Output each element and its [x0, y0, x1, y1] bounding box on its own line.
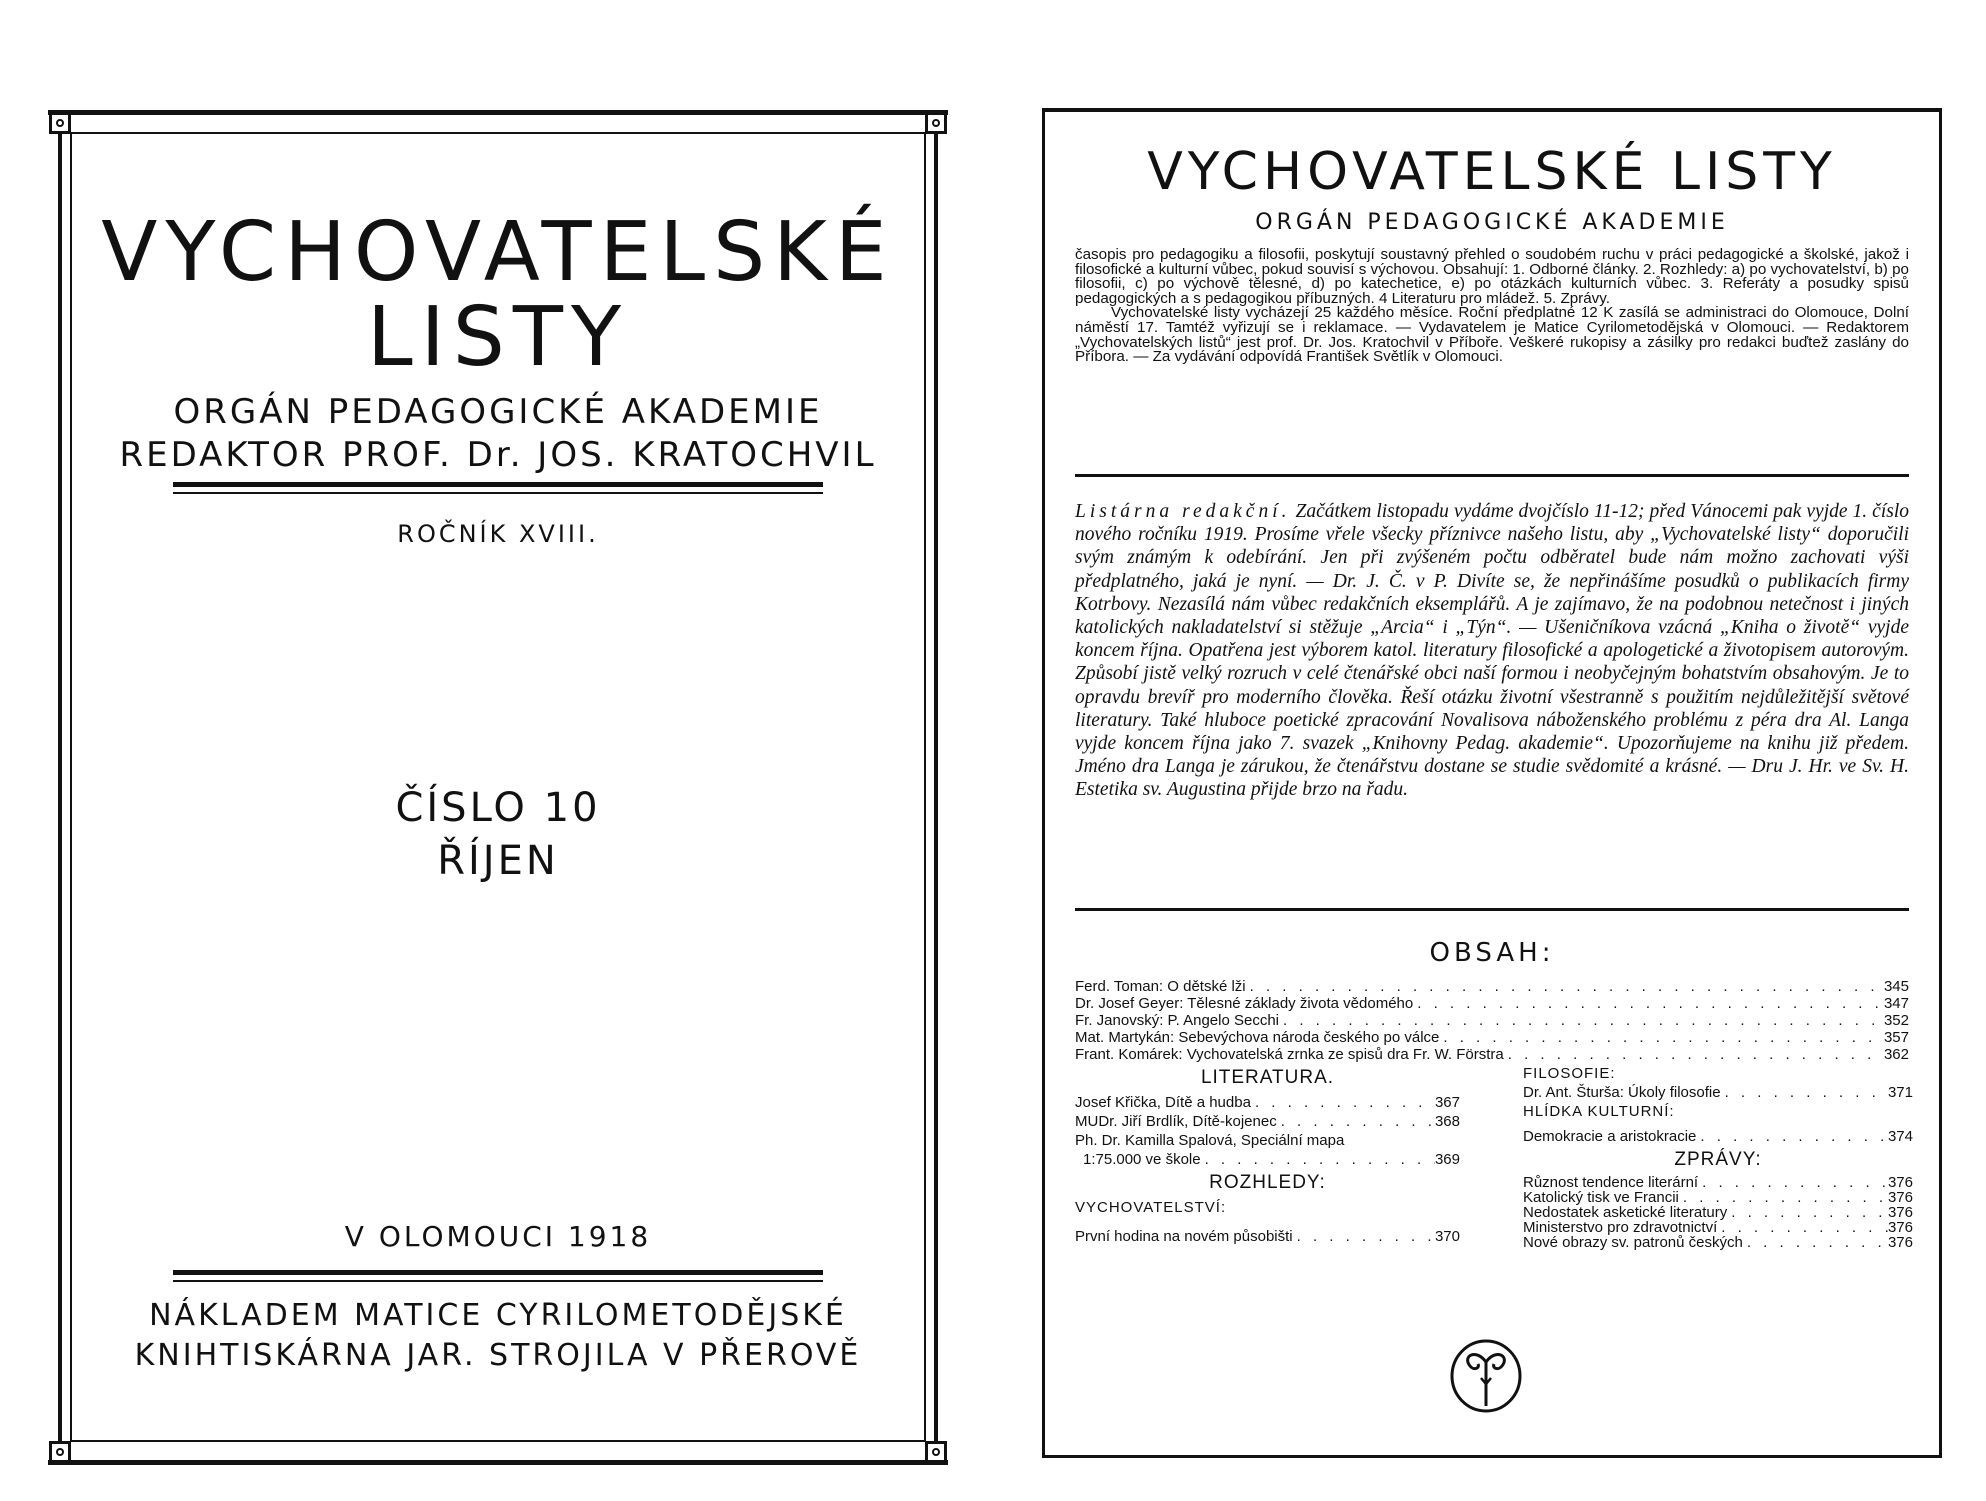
cover-rule-bottom-thin	[173, 1280, 823, 1282]
cover-editor: REDAKTOR PROF. Dr. JOS. KRATOCHVIL	[119, 435, 877, 475]
editorial-notes	[1075, 500, 1909, 802]
frame-bottom-line-thin	[70, 1440, 926, 1442]
literature-heading: LITERATURA.	[1200, 1067, 1335, 1088]
ornament-corner-icon	[49, 1441, 71, 1463]
ornament-corner-icon	[925, 1441, 947, 1463]
inner-page	[1042, 108, 1942, 1458]
contents-row: Fr. Janovský: P. Angelo Secchi . . . 352	[1075, 1012, 1909, 1029]
cover-month: ŘÍJEN	[437, 838, 559, 884]
contents-row: Demokracie a aristokracie . . . 374	[1523, 1127, 1913, 1146]
rozhledy-heading: ROZHLEDY:	[1209, 1172, 1326, 1193]
contents-row: Katolický tisk ve Francii . . . 376	[1523, 1190, 1913, 1205]
divider	[1075, 908, 1909, 911]
cover-page	[48, 110, 948, 1465]
publisher-emblem-icon	[1448, 1338, 1524, 1414]
cover-organ: ORGÁN PEDAGOGICKÉ AKADEMIE	[173, 392, 823, 432]
contents-row: Frant. Komárek: Vychovatelská zrnka ze spisů dra Fr. W. Förstra . . . 362	[1075, 1046, 1909, 1063]
contents-row: Nové obrazy sv. patronů českých . . . 376	[1523, 1235, 1913, 1250]
contents-row: 1:75.000 ve škole . . . 369	[1075, 1150, 1460, 1169]
contents-row: První hodina na novém působišti . . . 370	[1075, 1227, 1460, 1246]
inner-organ: ORGÁN PEDAGOGICKÉ AKADEMIE	[1255, 210, 1729, 235]
notes-body: Začátkem listopadu vydáme dvojčíslo 11-12; před Vánocemi pak vyjde 1. číslo nového ročníku 1919. Prosíme vřele všecky příznivce našeho listu, aby „Vychovatelské listy“ doporučili svým známým k odebírání. Jen při zvýšeném počtu odběratel bude nám možno zachovati výši předplatného, jaká je nyní. — Dr. J. Č. v P. Divíte se, že nepřinášíme posudků o publikacích firmy Kotrbovy. Nezasílá nám vůbec redakčních eksemplářů. A je zajímavo, že na podobnou netečnost i jiných katolických nakladatelství si stěžuje „Arcia“ i „Týn“. — Ušeničníkova vzácná „Kniha o životě“ vyjde koncem října. Opatřena jest výborem katol. literatury filosofické a apologetické a životopisem autorovým. Způsobí jistě velký rozruch v celé čtenářské obci naší formou i neobyčejným bohatstvím obsahovým. Je to opravdu brevíř pro moderního člověka. Řeší otázku životní všestranně s použitím nejdůležitější světové literatury. Také hluboce poetické zpracování Novalisova náboženského problému z péra dra Al. Langa vyjde koncem října jako 7. svazek „Knihovny Pedag. akademie“. Upozorňujeme na knihu již předem. Jméno dra Langa je zárukou, že čtenářstvu dostane se studie svědomité a krásné. — Dru J. Hr. ve Sv. H. Estetika sv. Augustina přijde brzo na řadu.	[1075, 501, 1909, 801]
cover-issue-number: ČÍSLO 10	[395, 785, 601, 831]
contents-articles	[1075, 978, 1909, 1063]
contents-row: MUDr. Jiří Brdlík, Dítě-kojenec . . . 368	[1075, 1112, 1460, 1131]
intro-paragraph: Vychovatelské listy vycházejí 25 každého měsíce. Roční předplatné 12 K zasílá se administraci do Olomouce, Dolní náměstí 17. Tamtéž vyřizují se i reklamace. — Vydavatelem je Matice Cyrilometodějská v Olomouci. — Redaktorem „Vychovatelských listů“ jest prof. Dr. Jos. Kratochvil v Příboře. Veškeré rukopisy a zásilky pro redakci buďtež zaslány do Příbora. — Za vydávání odpovídá František Světlík v Olomouci.	[1075, 304, 1909, 366]
frame-top-line-thin	[70, 132, 926, 134]
filosofie-heading: FILOSOFIE:	[1523, 1065, 1616, 1082]
frame-bottom-line	[48, 1460, 948, 1465]
notes-lead: Listárna redakční.	[1075, 501, 1291, 522]
contents-row: Ministerstvo pro zdravotnictví . . . 376	[1523, 1220, 1913, 1235]
contents-row: Ferd. Toman: O dětské lži . . . 345	[1075, 978, 1909, 995]
vychovatelstvi-heading: VYCHOVATELSTVÍ:	[1075, 1199, 1227, 1216]
contents-left-column	[1075, 1064, 1460, 1246]
cover-place-year: V OLOMOUCI 1918	[344, 1220, 652, 1253]
cover-volume: ROČNÍK XVIII.	[397, 520, 599, 548]
cover-title-line1: VYCHOVATELSKÉ	[101, 205, 895, 300]
cover-printer: KNIHTISKÁRNA JAR. STROJILA V PŘEROVĚ	[134, 1338, 862, 1373]
contents-row: Nedostatek asketické literatury . . . 376	[1523, 1205, 1913, 1220]
cover-publisher: NÁKLADEM MATICE CYRILOMETODĚJSKÉ	[149, 1298, 847, 1333]
cover-rule-thin	[173, 492, 823, 494]
cover-title-line2: LISTY	[366, 290, 630, 385]
inner-title: VYCHOVATELSKÉ LISTY	[1147, 142, 1837, 202]
cover-rule-bottom-thick	[173, 1270, 823, 1275]
hlidka-heading: HLÍDKA KULTURNÍ:	[1523, 1103, 1675, 1120]
contents-row: Mat. Martykán: Sebevýchova národa českého po válce . . . 357	[1075, 1029, 1909, 1046]
intro-paragraph: časopis pro pedagogiku a filosofii, poskytují soustavný přehled o soudobém ruchu v práci pedagogické a školské, jakož i filosofické a kulturní vůbec, pokud souvisí s výchovou. Obsahují: 1. Odborné články. 2. Rozhledy: a) po vychovatelství, b) po filosofii, c) po výchově tělesné, d) po katechetice, e) po otázkách kulturních vůbec. 3. Referáty a posudky spisů pedagogických a s pedagogikou příbuzných. 4 Literaturu pro mládež. 5. Zprávy.	[1075, 246, 1909, 307]
contents-row: Josef Křička, Dítě a hudba . . . 367	[1075, 1093, 1460, 1112]
contents-row: Dr. Josef Geyer: Tělesné základy života vědomého . . . 347	[1075, 995, 1909, 1012]
contents-heading: OBSAH:	[1429, 938, 1555, 968]
zpravy-heading: ZPRÁVY:	[1674, 1149, 1762, 1170]
intro-text	[1075, 248, 1909, 365]
ornament-corner-icon	[925, 112, 947, 134]
contents-row: Ph. Dr. Kamilla Spalová, Speciální mapa	[1075, 1132, 1345, 1149]
contents-row: Dr. Ant. Šturša: Úkoly filosofie . . . 371	[1523, 1083, 1913, 1102]
contents-right-column	[1523, 1064, 1913, 1250]
cover-rule-thick	[173, 482, 823, 487]
ornament-corner-icon	[49, 112, 71, 134]
contents-row: Různost tendence literární . . . 376	[1523, 1175, 1913, 1190]
divider	[1075, 474, 1909, 477]
frame-top-line	[48, 110, 948, 115]
